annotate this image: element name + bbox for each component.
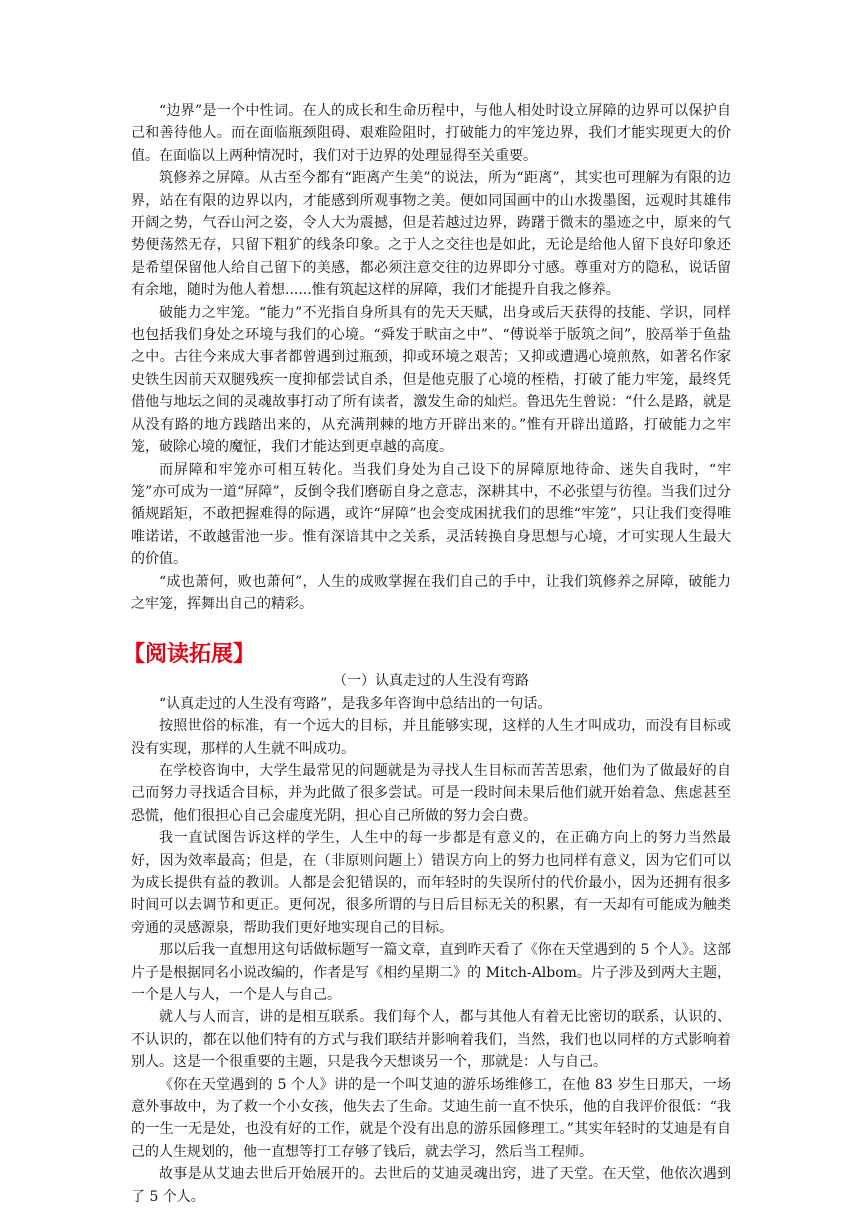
reading-subtitle: （一）认真走过的人生没有弯路	[333, 673, 529, 690]
reading-paragraph: 就人与人而言，讲的是相互联系。我们每个人，都与其他人有着无比密切的联系，认识的、不认识的，都在以他们特有的方式与我们联结并影响着我们，当然，我们也以同样的方式影响着别人。这是一个很重要的主题，只是我今天想谈另一个，那就是：人与自己。	[131, 1009, 731, 1071]
essay-body	[131, 100, 731, 615]
document-page	[123, 100, 731, 1208]
essay-paragraph: 而屏障和牢笼亦可相互转化。当我们身处为自己设下的屏障原地待命、迷失自我时，“牢笼”亦可成为一道“屏障”，反倒令我们磨砺自身之意志，深耕其中，不必张望与彷徨。当我们过分循规蹈矩，不敢把握难得的际遇，或许“屏障”也会变成困扰我们的思维“牢笼”，只让我们变得唯唯诺诺，不敢越雷池一步。惟有深谙其中之关系，灵活转换自身思想与心境，才可实现人生最大的价值。	[131, 461, 731, 568]
reading-paragraph: 在学校咨询中，大学生最常见的问题就是为寻找人生目标而苦苦思索，他们为了做最好的自己而努力寻找适合目标，并为此做了很多尝试。可是一段时间未果后他们就开始着急、焦虑甚至恐慌，他们很担心自己会虚度光阴，担心自己所做的努力会白费。	[131, 762, 731, 824]
essay-paragraph: 破能力之牢笼。“能力”不光指自身所具有的先天天赋，出身或后天获得的技能、学识，同样也包括我们身处之环境与我们的心境。“舜发于畎亩之中”、“傅说举于版筑之间”，胶鬲举于鱼盐之中。古往今来成大事者都曾遇到过瓶颈，抑或环境之艰苦；又抑或遭遇心境煎熬，如著名作家史铁生因前天双腿残疾一度抑郁尝试自杀，但是他克服了心境的桎梏，打破了能力牢笼，最终凭借他与地坛之间的灵魂故事打动了所有读者，激发生命的灿烂。鲁迅先生曾说：“什么是路，就是从没有路的地方践踏出来的，从充满荆棘的地方开辟出来的。”惟有开辟出道路，打破能力之牢笼，破除心境的魔怔，我们才能达到更卓越的高度。	[131, 304, 731, 456]
section-title-reading-extension: 【阅读拓展】	[123, 642, 256, 668]
reading-paragraph: 《你在天堂遇到的 5 个人》讲的是一个叫艾迪的游乐场维修工，在他 83 岁生日那天，一场意外事故中，为了救一个小女孩，他失去了生命。艾迪生前一直不快乐，他的自我评价很低：“我的一生一无是处，也没有好的工作，就是个没有出息的游乐园修理工。”其实年轻时的艾迪是有自己的人生规划的，他一直想等打工存够了钱后，就去学习，然后当工程师。	[131, 1076, 731, 1160]
reading-paragraph: 故事是从艾迪去世后开始展开的。去世后的艾迪灵魂出窍，进了天堂。在天堂，他依次遇到了 5 个人。	[131, 1166, 731, 1205]
essay-paragraph: “成也萧何，败也萧何”，人生的成败掌握在我们自己的手中，让我们筑修养之屏障，破能力之牢笼，挥舞出自己的精彩。	[131, 573, 731, 612]
essay-paragraph: 筑修养之屏障。从古至今都有“距离产生美”的说法，所为“距离”，其实也可理解为有限的边界，站在有限的边界以内，才能感到所观事物之美。便如同国画中的山水拨墨图，远观时其雄伟开阔之势，气吞山河之姿，令人大为震撼，但是若越过边界，踌躇于微末的墨迹之中，原来的气势便荡然无存，只留下粗犷的线条印象。之于人之交往也是如此，无论是给他人留下良好印象还是希望保留他人给自己留下的美感，都必须注意交往的边界即分寸感。尊重对方的隐私，说话留有余地，随时为他人着想......惟有筑起这样的屏障，我们才能提升自我之修养。	[131, 170, 731, 299]
reading-paragraph: 我一直试图告诉这样的学生，人生中的每一步都是有意义的，在正确方向上的努力当然最好，因为效率最高；但是，在（非原则问题上）错误方向上的努力也同样有意义，因为它们可以为成长提供有益的教训。人都是会犯错误的，而年轻时的失误所付的代价最小，因为还拥有很多时间可以去调节和更正。更何况，很多所谓的与日后目标无关的积累，有一天却有可能成为触类旁通的灵感源泉，帮助我们更好地实现自己的目标。	[131, 830, 731, 936]
reading-paragraph: 按照世俗的标准，有一个远大的目标，并且能够实现，这样的人生才叫成功，而没有目标或没有实现，那样的人生就不叫成功。	[131, 718, 731, 757]
reading-paragraph: 那以后我一直想用这句话做标题写一篇文章，直到昨天看了《你在天堂遇到的 5 个人》。这部片子是根据同名小说改编的，作者是写《相约星期二》的 Mitch-Albom。片子涉及到两大主题，一个是人与人，一个是人与自己。	[131, 942, 731, 1004]
essay-paragraph: “边界”是一个中性词。在人的成长和生命历程中，与他人相处时设立屏障的边界可以保护自己和善待他人。而在面临瓶颈阻碍、艰难险阻时，打破能力的牢笼边界，我们才能实现更大的价值。在面临以上两种情况时，我们对于边界的处理显得至关重要。	[131, 103, 731, 164]
reading-body	[131, 670, 731, 1208]
reading-paragraph: “认真走过的人生没有弯路”，是我多年咨询中总结出的一句话。	[159, 695, 552, 712]
